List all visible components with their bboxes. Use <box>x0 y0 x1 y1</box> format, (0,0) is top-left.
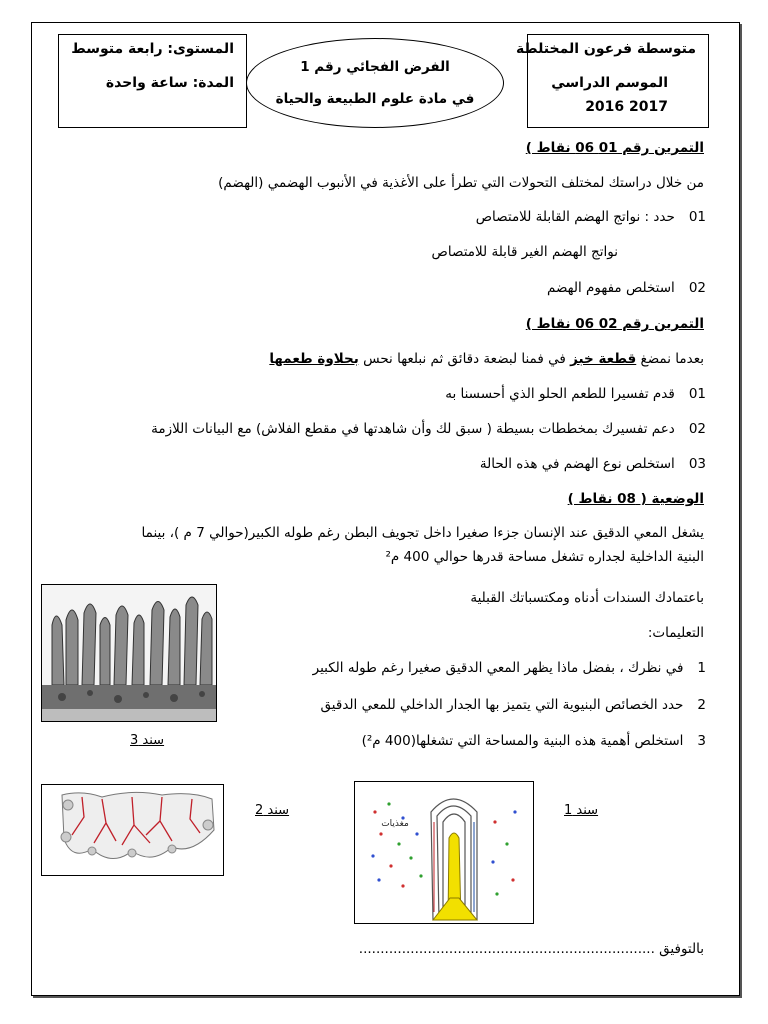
doc1-nutrients-label: مغذيات <box>381 819 409 829</box>
exercise1-intro: من خلال دراستك لمختلف التحولات التي تطرأ على الأغذية في الأنبوب الهضمي (الهضم) <box>218 175 704 191</box>
instruction-3-text: استخلص أهمية هذه البنية والمساحة التي تشغلها(400 م²) <box>361 733 684 749</box>
exercise2-intro-sweet: بحلاوة طعمها <box>269 351 359 367</box>
doc1-caption: سند 1 <box>564 803 599 818</box>
exam-title: الفرض الفجائي رقم 1 <box>300 59 450 75</box>
instruction-3-number: 3 <box>697 733 706 749</box>
good-luck: بالتوفيق ..................................................................... <box>358 941 704 957</box>
instruction-2-number: 2 <box>697 697 706 713</box>
villus-image <box>355 782 533 923</box>
exercise2-q1-number: 01 <box>688 386 706 402</box>
title-oval <box>246 38 504 128</box>
exercise2-q2-number: 02 <box>688 421 706 437</box>
school-year-label: الموسم الدراسي <box>551 75 668 91</box>
exam-subject: في مادة علوم الطبيعة والحياة <box>275 91 475 107</box>
exercise2-heading: التمرين رقم 02 06 نقاط ) <box>525 316 704 332</box>
instruction-1 <box>313 660 706 676</box>
duration-text: المدة: ساعة واحدة <box>105 75 234 91</box>
exercise2-intro-a: بعدما نمضغ <box>636 351 704 367</box>
exercise2-q1 <box>445 386 706 402</box>
exercise1-q1 <box>476 209 706 225</box>
instruction-1-text: في نظرك ، بفضل ماذا يظهر المعي الدقيق صغيرا رغم طوله الكبير <box>312 660 684 676</box>
exercise1-q1b: نواتج الهضم الغير قابلة للامتصاص <box>431 244 618 260</box>
situation-based-on: باعتمادك السندات أدناه ومكتسباتك القبلية <box>470 590 704 606</box>
exercise1-q2-number: 02 <box>688 280 706 296</box>
school-name: متوسطة فرعون المختلطة <box>515 41 696 57</box>
instruction-1-number: 1 <box>697 660 706 676</box>
instructions-label: التعليمات: <box>647 625 704 641</box>
exercise1-heading: التمرين رقم 01 06 نقاط ) <box>525 140 704 156</box>
exercise1-q1-number: 01 <box>688 209 706 225</box>
doc3-villi-micrograph <box>41 584 217 722</box>
school-year: 2017 2016 <box>585 99 668 115</box>
exercise1-q1-text: حدد : نواتج الهضم القابلة للامتصاص <box>475 209 675 225</box>
exercise2-q2-text: دعم تفسيرك بمخططات بسيطة ( سبق لك وأن شاهدتها في مقطع الفلاش) مع البيانات اللازمة <box>151 421 675 437</box>
instruction-3 <box>362 733 706 749</box>
level-info-box <box>58 34 247 128</box>
doc2-capillaries-diagram <box>41 784 224 876</box>
exercise2-q3-number: 03 <box>688 456 706 472</box>
exercise1-q2 <box>547 280 706 296</box>
instruction-2-text: حدد الخصائص البنيوية التي يتميز بها الجدار الداخلي للمعي الدقيق <box>320 697 684 713</box>
exercise2-intro-c: في فمنا لبضعة دقائق ثم نبلعها نحس <box>358 351 571 367</box>
exercise2-q1-text: قدم تفسيرا للطعم الحلو الذي أحسسنا به <box>445 386 675 402</box>
situation-heading: الوضعية ( 08 نقاط ) <box>567 491 704 507</box>
doc3-caption: سند 3 <box>130 733 165 748</box>
exercise2-intro-bread: قطعة خبز <box>570 351 637 367</box>
exercise1-q2-text: استخلص مفهوم الهضم <box>546 280 675 296</box>
doc1-villus-diagram <box>354 781 534 924</box>
exercise2-q3 <box>480 456 706 472</box>
level-text: المستوى: رابعة متوسط <box>71 41 234 57</box>
exercise2-intro <box>269 351 704 367</box>
school-info-box <box>515 34 709 128</box>
villi-micrograph-image <box>42 585 216 721</box>
exercise2-q3-text: استخلص نوع الهضم في هذه الحالة <box>479 456 675 472</box>
exercise2-q2 <box>151 421 706 437</box>
instruction-2 <box>321 697 706 713</box>
situation-text-1: يشغل المعي الدقيق عند الإنسان جزءا صغيرا داخل تجويف البطن رغم طوله الكبير(حوالي 7 م )، بينما <box>141 525 704 541</box>
doc2-caption: سند 2 <box>255 803 290 818</box>
situation-text-2: البنية الداخلية لجداره تشغل مساحة قدرها حوالي 400 م² <box>385 549 704 565</box>
capillaries-image <box>42 785 223 875</box>
nutrient-dots <box>371 802 516 895</box>
